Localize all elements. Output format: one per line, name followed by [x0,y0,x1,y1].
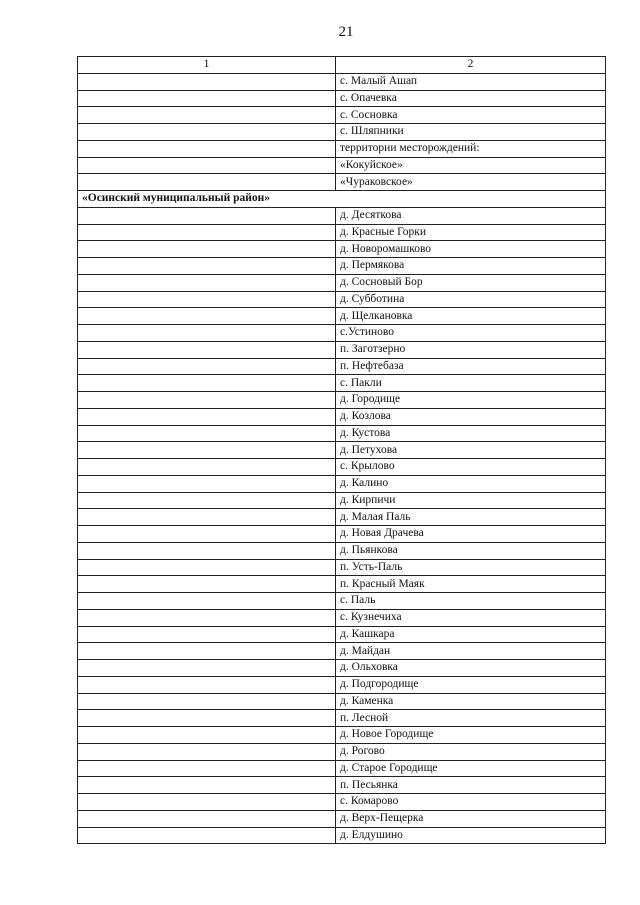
empty-cell [78,341,336,358]
table-row [78,643,606,660]
settlement-cell: д. Новая Драчева [336,526,606,543]
table-row [78,442,606,459]
empty-cell [78,124,336,141]
settlement-cell: д. Рогово [336,743,606,760]
settlement-cell: с. Пакли [336,375,606,392]
empty-cell [78,425,336,442]
settlement-cell: с. Крылово [336,459,606,476]
empty-cell [78,375,336,392]
settlement-cell: д. Ольховка [336,660,606,677]
empty-cell [78,442,336,459]
table-row [78,325,606,342]
empty-cell [78,593,336,610]
page-number: 21 [338,24,354,40]
empty-cell [78,325,336,342]
table-row [78,90,606,107]
settlement-cell: с. Кузнечиха [336,609,606,626]
settlements-table [77,56,606,844]
settlement-cell: п. Усть-Паль [336,559,606,576]
empty-cell [78,291,336,308]
empty-cell [78,777,336,794]
empty-cell [78,827,336,844]
table-row [78,626,606,643]
empty-cell [78,609,336,626]
table-row [78,710,606,727]
empty-cell [78,157,336,174]
table-row [78,274,606,291]
table-row [78,224,606,241]
settlement-cell: с. Опачевка [336,90,606,107]
empty-cell [78,643,336,660]
settlement-cell: с. Паль [336,593,606,610]
empty-cell [78,676,336,693]
table-row [78,743,606,760]
settlement-cell: п. Нефтебаза [336,358,606,375]
table-row [78,140,606,157]
settlement-cell: п. Лесной [336,710,606,727]
table-row [78,291,606,308]
settlement-cell: д. Верх-Пещерка [336,810,606,827]
empty-cell [78,73,336,90]
table-row [78,593,606,610]
settlement-cell: д. Старое Городище [336,760,606,777]
settlement-cell: д. Елдушино [336,827,606,844]
settlement-cell: с.Устиново [336,325,606,342]
settlement-cell: с. Комарово [336,794,606,811]
empty-cell [78,174,336,191]
settlement-cell: д. Кашкара [336,626,606,643]
table-row [78,408,606,425]
table-row [78,509,606,526]
table-row [78,676,606,693]
table-row [78,542,606,559]
empty-cell [78,475,336,492]
district-title: «Осинский муниципальный район» [78,191,606,208]
table-row [78,559,606,576]
table-row [78,107,606,124]
settlement-cell: д. Козлова [336,408,606,425]
table-row [78,392,606,409]
settlement-cell: д. Майдан [336,643,606,660]
table-row [78,73,606,90]
settlement-cell: д. Кустова [336,425,606,442]
table-row [78,308,606,325]
empty-cell [78,274,336,291]
empty-cell [78,90,336,107]
table-row [78,794,606,811]
settlement-cell: д. Пермякова [336,258,606,275]
table-row [78,459,606,476]
table-row [78,207,606,224]
empty-cell [78,559,336,576]
table-row [78,341,606,358]
table-row [78,526,606,543]
table-row [78,777,606,794]
district-row [78,191,606,208]
empty-cell [78,660,336,677]
table-header-row [78,57,606,74]
empty-cell [78,526,336,543]
empty-cell [78,107,336,124]
table-row [78,358,606,375]
settlement-cell: п. Заготзерно [336,341,606,358]
empty-cell [78,224,336,241]
table-row [78,827,606,844]
empty-cell [78,542,336,559]
empty-cell [78,459,336,476]
table-row [78,174,606,191]
table-row [78,609,606,626]
empty-cell [78,392,336,409]
empty-cell [78,710,336,727]
settlement-cell: д. Щелкановка [336,308,606,325]
table-row [78,660,606,677]
table-row [78,475,606,492]
empty-cell [78,743,336,760]
settlement-cell: д. Городище [336,392,606,409]
table-row [78,492,606,509]
settlement-cell: д. Десяткова [336,207,606,224]
table-row [78,760,606,777]
empty-cell [78,308,336,325]
empty-cell [78,509,336,526]
empty-cell [78,408,336,425]
settlement-cell: «Чураковское» [336,174,606,191]
empty-cell [78,492,336,509]
settlement-cell: п. Песьянка [336,777,606,794]
table-row [78,693,606,710]
empty-cell [78,693,336,710]
table-row [78,157,606,174]
settlement-cell: д. Каменка [336,693,606,710]
settlement-cell: д. Подгородище [336,676,606,693]
table-row [78,727,606,744]
settlement-cell: «Кокуйское» [336,157,606,174]
settlement-cell: д. Новое Городище [336,727,606,744]
empty-cell [78,207,336,224]
column-header-2: 2 [336,57,606,74]
settlement-cell: п. Красный Маяк [336,576,606,593]
empty-cell [78,626,336,643]
settlement-cell: с. Сосновка [336,107,606,124]
table-row [78,258,606,275]
table-row [78,124,606,141]
table-row [78,576,606,593]
empty-cell [78,241,336,258]
settlement-cell: д. Сосновый Бор [336,274,606,291]
settlement-cell: с. Малый Ашап [336,73,606,90]
empty-cell [78,576,336,593]
empty-cell [78,358,336,375]
empty-cell [78,794,336,811]
column-header-1: 1 [78,57,336,74]
empty-cell [78,140,336,157]
empty-cell [78,258,336,275]
settlement-cell: д. Новоромашково [336,241,606,258]
table-row [78,810,606,827]
empty-cell [78,760,336,777]
settlement-cell: д. Калино [336,475,606,492]
settlement-cell: д. Красные Горки [336,224,606,241]
settlement-cell: территории месторождений: [336,140,606,157]
settlement-cell: д. Малая Паль [336,509,606,526]
table-row [78,425,606,442]
empty-cell [78,810,336,827]
table-row [78,241,606,258]
settlement-cell: с. Шляпники [336,124,606,141]
table-row [78,375,606,392]
settlement-cell: д. Кирпичи [336,492,606,509]
empty-cell [78,727,336,744]
settlement-cell: д. Петухова [336,442,606,459]
settlement-cell: д. Субботина [336,291,606,308]
settlement-cell: д. Пьянкова [336,542,606,559]
